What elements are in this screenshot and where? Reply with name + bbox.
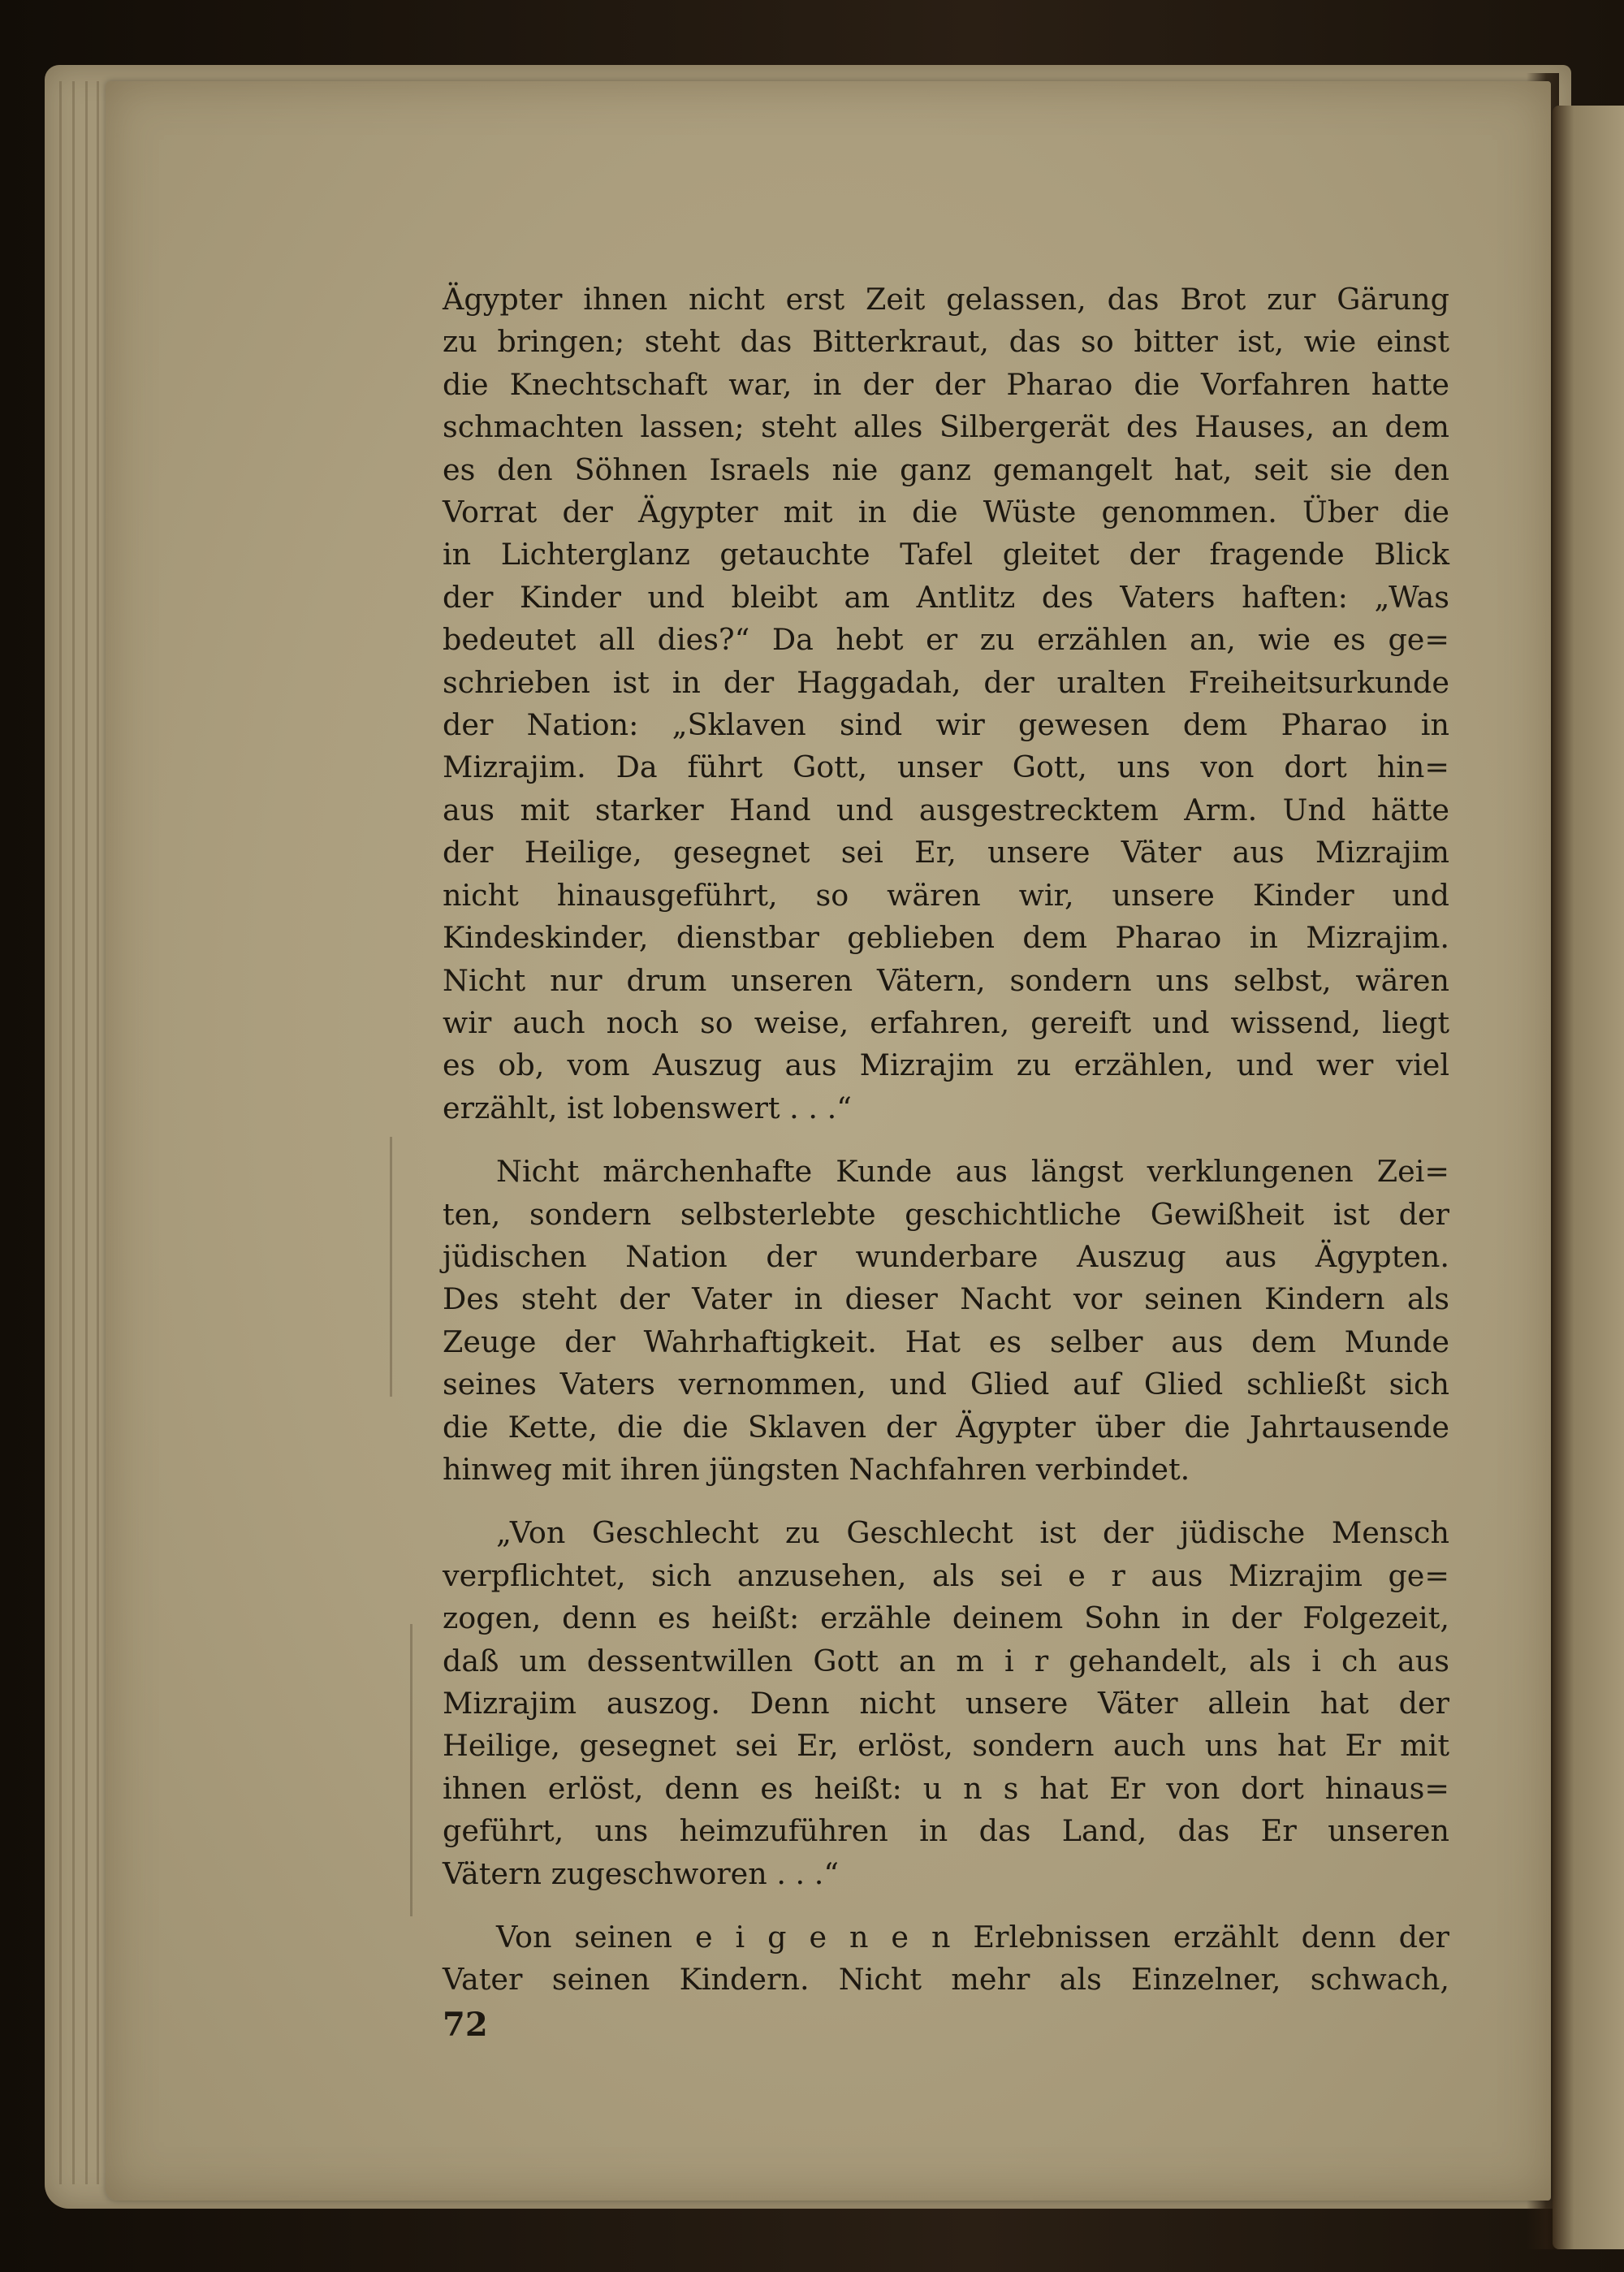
text-line: wir auch noch so weise, erfahren, gereift und wissend, liegt (443, 1004, 1449, 1040)
page-edge (85, 81, 88, 2184)
page-edge (72, 81, 75, 2184)
text-line: Des steht der Vater in dieser Nacht vor seinen Kindern als (443, 1281, 1449, 1317)
text-line: Ägypter ihnen nicht erst Zeit gelassen, das Brot zur Gärung (443, 282, 1449, 317)
page-edge (59, 81, 62, 2184)
text-line: Kindeskinder, dienstbar geblieben dem Pharao in Mizrajim. (443, 920, 1449, 956)
crease-mark (390, 1137, 392, 1397)
text-line: seines Vaters vernommen, und Glied auf Glied schließt sich (443, 1367, 1449, 1402)
text-line: die Knechtschaft war, in der der Pharao die Vorfahren hatte (443, 366, 1449, 402)
text-line: ihnen erlöst, denn es heißt: u n s hat Er von dort hinaus= (443, 1770, 1449, 1806)
text-line: Mizrajim. Da führt Gott, unser Gott, uns von dort hin= (443, 749, 1449, 785)
text-line: Heilige, gesegnet sei Er, erlöst, sondern auch uns hat Er mit (443, 1728, 1449, 1764)
text-line: die Kette, die die Sklaven der Ägypter über die Jahrtausende (443, 1409, 1449, 1445)
text-line: es den Söhnen Israels nie ganz gemangelt hat, seit sie den (443, 451, 1449, 487)
text-line: in Lichterglanz getauchte Tafel gleitet der fragende Blick (443, 537, 1449, 572)
text-line: Vätern zugeschworen . . .“ (443, 1855, 840, 1891)
text-line: schmachten lassen; steht alles Silbergerät des Hauses, an dem (443, 409, 1449, 445)
text-line: Mizrajim auszog. Denn nicht unsere Väter allein hat der (443, 1686, 1449, 1721)
text-line: Vorrat der Ägypter mit in die Wüste genommen. Über die (443, 495, 1449, 530)
text-line: Zeuge der Wahrhaftigkeit. Hat es selber aus dem Munde (443, 1324, 1449, 1359)
crease-mark (410, 1624, 412, 1916)
text-line: Von seinen e i g e n e n Erlebnissen erzählt denn der (496, 1920, 1449, 1955)
text-line: Vater seinen Kindern. Nicht mehr als Einzelner, schwach, (443, 1962, 1449, 1998)
text-line: der Kinder und bleibt am Antlitz des Vaters haften: „Was (443, 579, 1449, 615)
text-line: „Von Geschlecht zu Geschlecht ist der jüdische Mensch (496, 1515, 1449, 1551)
text-line: erzählt, ist lobenswert . . .“ (443, 1090, 852, 1125)
text-line: zu bringen; steht das Bitterkraut, das so bitter ist, wie einst (443, 324, 1449, 360)
text-line: aus mit starker Hand und ausgestrecktem Arm. Und hätte (443, 792, 1449, 827)
text-line: Nicht nur drum unseren Vätern, sondern uns selbst, wären (443, 962, 1449, 998)
text-line: bedeutet all dies?“ Da hebt er zu erzählen an, wie es ge= (443, 622, 1449, 658)
text-line: der Nation: „Sklaven sind wir gewesen dem Pharao in (443, 707, 1449, 743)
facing-page-edge (1553, 106, 1624, 2249)
text-line: zogen, denn es heißt: erzähle deinem Sohn in der Folgezeit, (443, 1600, 1449, 1636)
text-line: Nicht märchenhafte Kunde aus längst verklungenen Zei= (496, 1154, 1449, 1190)
body-text (443, 279, 1449, 2002)
text-line: hinweg mit ihren jüngsten Nachfahren verbindet. (443, 1451, 1190, 1487)
page-number: 72 (443, 2006, 488, 2044)
text-line: geführt, uns heimzuführen in das Land, das Er unseren (443, 1813, 1449, 1849)
text-line: nicht hinausgeführt, so wären wir, unsere Kinder und (443, 877, 1449, 913)
text-line: ten, sondern selbsterlebte geschichtliche Gewißheit ist der (443, 1196, 1449, 1232)
text-line: schrieben ist in der Haggadah, der uralten Freiheitsurkunde (443, 664, 1449, 700)
text-line: es ob, vom Auszug aus Mizrajim zu erzählen, und wer viel (443, 1047, 1449, 1083)
text-line: jüdischen Nation der wunderbare Auszug aus Ägypten. (443, 1238, 1449, 1274)
text-line: daß um dessentwillen Gott an m i r gehandelt, als i ch aus (443, 1643, 1449, 1678)
text-line: verpflichtet, sich anzusehen, als sei e r aus Mizrajim ge= (443, 1557, 1449, 1593)
page-edge (97, 81, 99, 2184)
text-line: der Heilige, gesegnet sei Er, unsere Väter aus Mizrajim (443, 835, 1449, 870)
